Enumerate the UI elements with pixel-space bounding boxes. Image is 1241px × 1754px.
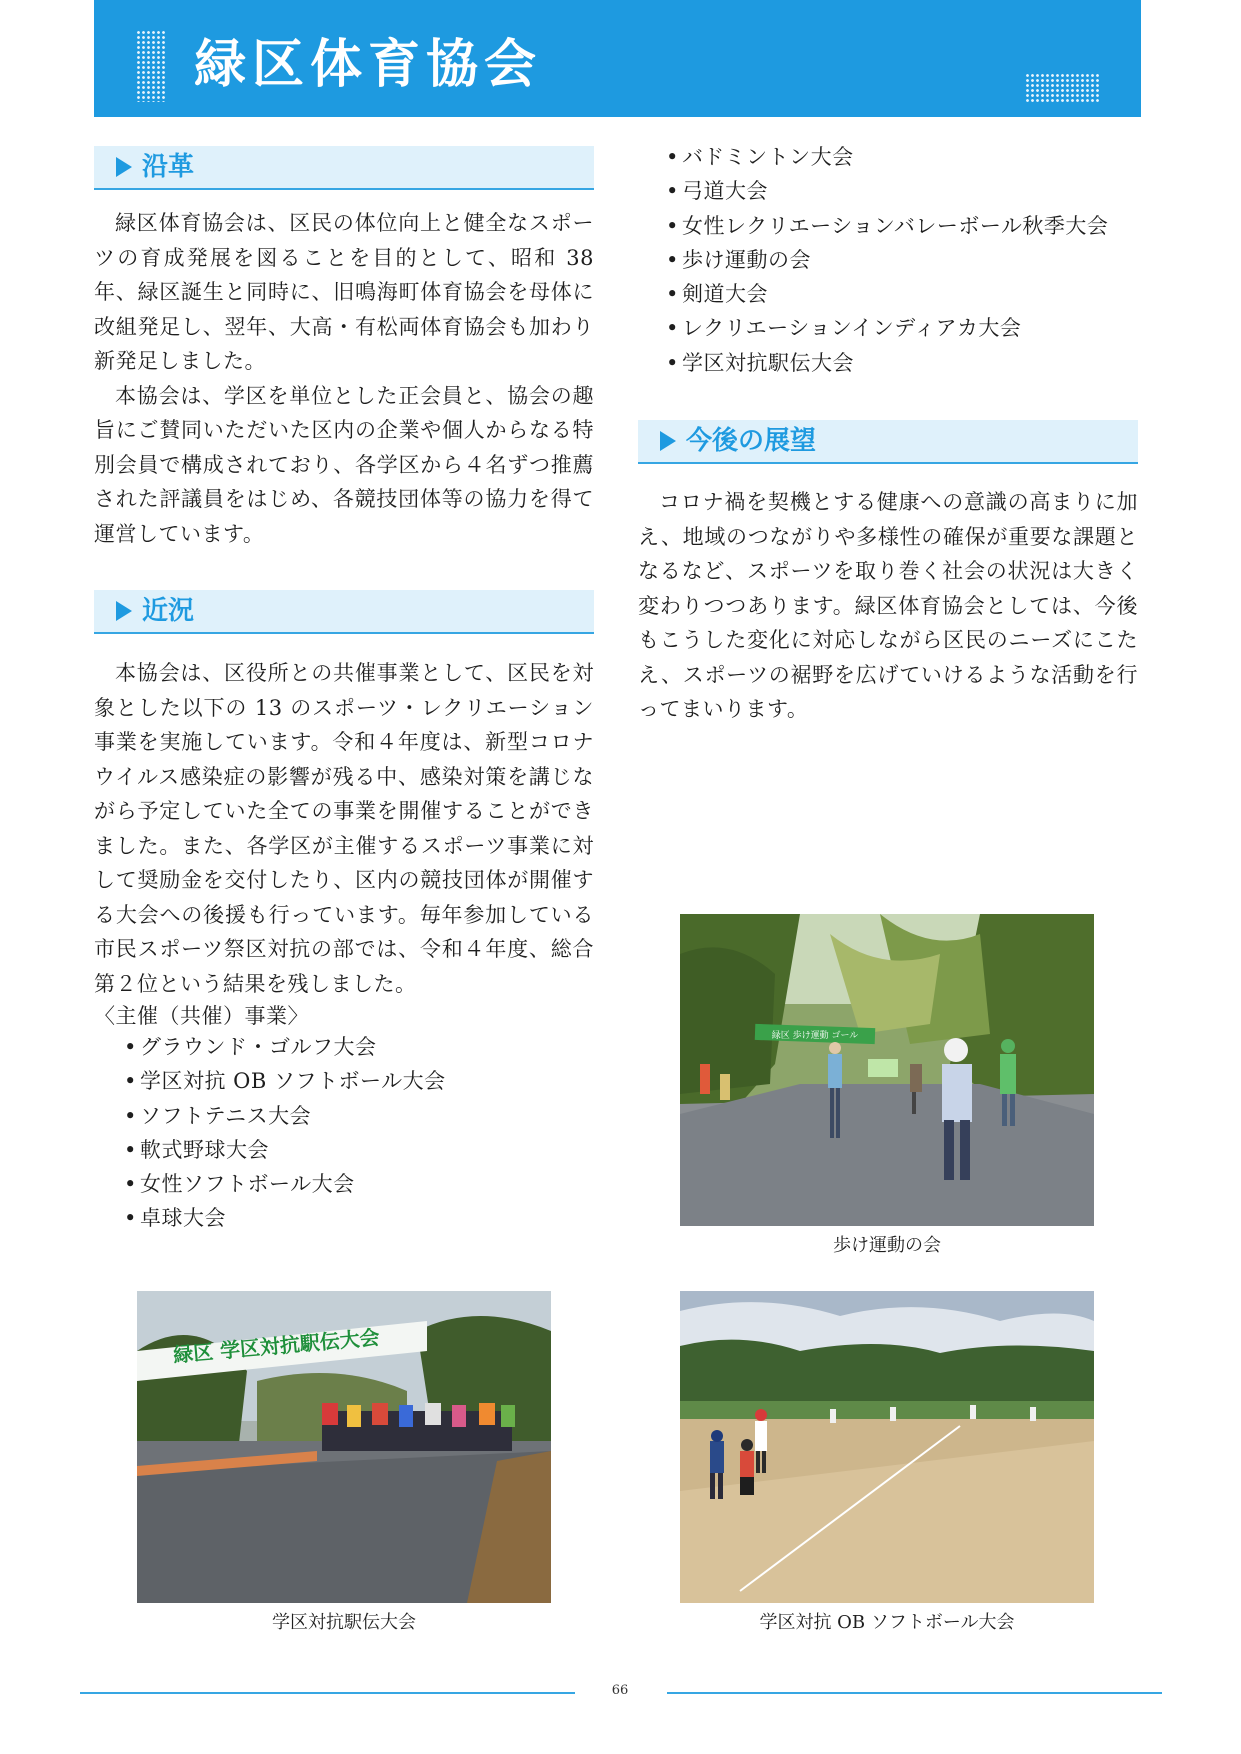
softball-image: [680, 1291, 1094, 1603]
history-paragraph-2: 本協会は、学区を単位とした正会員と、協会の趣旨にご賛同いただいた区内の企業や個人からなる特別会員で構成されており、各学区から４名ずつ推薦された評議員をはじめ、各競技団体等の協力を得て運営しています。: [94, 383, 594, 546]
page-header: [94, 0, 1141, 117]
bullet-icon: •: [666, 213, 679, 238]
bullet-icon: •: [124, 1206, 137, 1231]
dot-pattern-right: [1025, 73, 1101, 103]
triangle-marker-icon: [116, 157, 132, 177]
bullet-icon: •: [666, 179, 679, 204]
recent-text: [94, 656, 594, 1001]
caption-walking-event: 歩け運動の会: [833, 1235, 941, 1256]
bullet-icon: •: [666, 145, 679, 169]
bullet-icon: •: [124, 1069, 137, 1094]
list-item: • グラウンド・ゴルフ大会: [124, 1030, 446, 1064]
section-heading-history: [94, 146, 594, 190]
photo-softball: [680, 1291, 1094, 1603]
history-paragraph-1: 緑区体育協会は、区民の体位向上と健全なスポーツの育成発展を図ることを目的として、昭和 38 年、緑区誕生と同時に、旧鳴海町体育協会を母体に改組発足し、翌年、大高・有松両体育協会も加わり新発足しました。: [94, 211, 594, 373]
footer-divider-right: [667, 1692, 1162, 1694]
section-heading-label: 沿革: [142, 152, 195, 182]
list-item: • 剣道大会: [666, 277, 1108, 311]
list-item: • バドミントン大会: [666, 140, 1108, 174]
bullet-icon: •: [666, 247, 679, 272]
caption-softball: 学区対抗 OB ソフトボール大会: [759, 1612, 1015, 1633]
walking-event-image: [680, 914, 1094, 1226]
list-item: • 卓球大会: [124, 1201, 446, 1235]
bullet-icon: •: [666, 282, 679, 307]
history-text: [94, 206, 594, 551]
list-item: • 女性ソフトボール大会: [124, 1167, 446, 1201]
list-item: • 軟式野球大会: [124, 1133, 446, 1167]
bullet-icon: •: [124, 1103, 137, 1128]
outlook-text: [638, 485, 1138, 727]
list-item: • 学区対抗 OB ソフトボール大会: [124, 1064, 446, 1098]
list-item: • 弓道大会: [666, 174, 1108, 208]
bullet-icon: •: [666, 316, 679, 341]
caption-ekiden: 学区対抗駅伝大会: [272, 1612, 416, 1633]
triangle-marker-icon: [116, 601, 132, 621]
section-heading-label: 近況: [142, 596, 195, 626]
section-heading-outlook: [638, 420, 1138, 464]
dot-pattern-left: [136, 30, 166, 102]
bullet-icon: •: [666, 350, 679, 375]
page-title: 緑区体育協会: [194, 35, 543, 95]
photo-ekiden: [137, 1291, 551, 1603]
photo-walking-event: [680, 914, 1094, 1226]
list-item: • 女性レクリエーションバレーボール秋季大会: [666, 209, 1108, 243]
page-number: 66: [611, 1683, 629, 1698]
list-item: • 歩け運動の会: [666, 243, 1108, 277]
triangle-marker-icon: [660, 431, 676, 451]
list-item: • ソフトテニス大会: [124, 1099, 446, 1133]
bullet-icon: •: [124, 1172, 137, 1197]
list-item: • 学区対抗駅伝大会: [666, 346, 1108, 380]
section-heading-recent: [94, 590, 594, 634]
footer-divider-left: [80, 1692, 575, 1694]
events-list-left: [124, 1030, 446, 1236]
walk-banner-text: 緑区 歩け運動 ゴール: [771, 1031, 859, 1041]
ekiden-banner-text: 緑区 学区対抗駅伝大会: [172, 1325, 381, 1368]
bullet-icon: •: [124, 1035, 137, 1059]
events-list-right: [666, 140, 1108, 380]
bullet-icon: •: [124, 1137, 137, 1162]
events-list-title: 〈主催（共催）事業〉: [94, 1004, 309, 1028]
outlook-paragraph: コロナ禍を契機とする健康への意識の高まりに加え、地域のつながりや多様性の確保が重要な課題となるなど、スポーツを取り巻く社会の状況は大きく変わりつつあります。緑区体育協会としては、今後もこうした変化に対応しながら区民のニーズにこたえ、スポーツの裾野を広げていけるような活動を行ってまいります。: [638, 490, 1138, 721]
recent-paragraph: 本協会は、区役所との共催事業として、区民を対象とした以下の 13 のスポーツ・レクリエーション事業を実施しています。令和４年度は、新型コロナウイルス感染症の影響が残る中、感染対策を講じながら予定していた全ての事業を開催することができました。また、各学区が主催するスポーツ事業に対して奨励金を交付したり、区内の競技団体が開催する大会への後援も行っています。毎年参加している市民スポーツ祭区対抗の部では、令和４年度、総合第２位という結果を残しました。: [94, 661, 594, 996]
section-heading-label: 今後の展望: [686, 426, 817, 456]
list-item: • レクリエーションインディアカ大会: [666, 311, 1108, 345]
ekiden-image: [137, 1291, 551, 1603]
